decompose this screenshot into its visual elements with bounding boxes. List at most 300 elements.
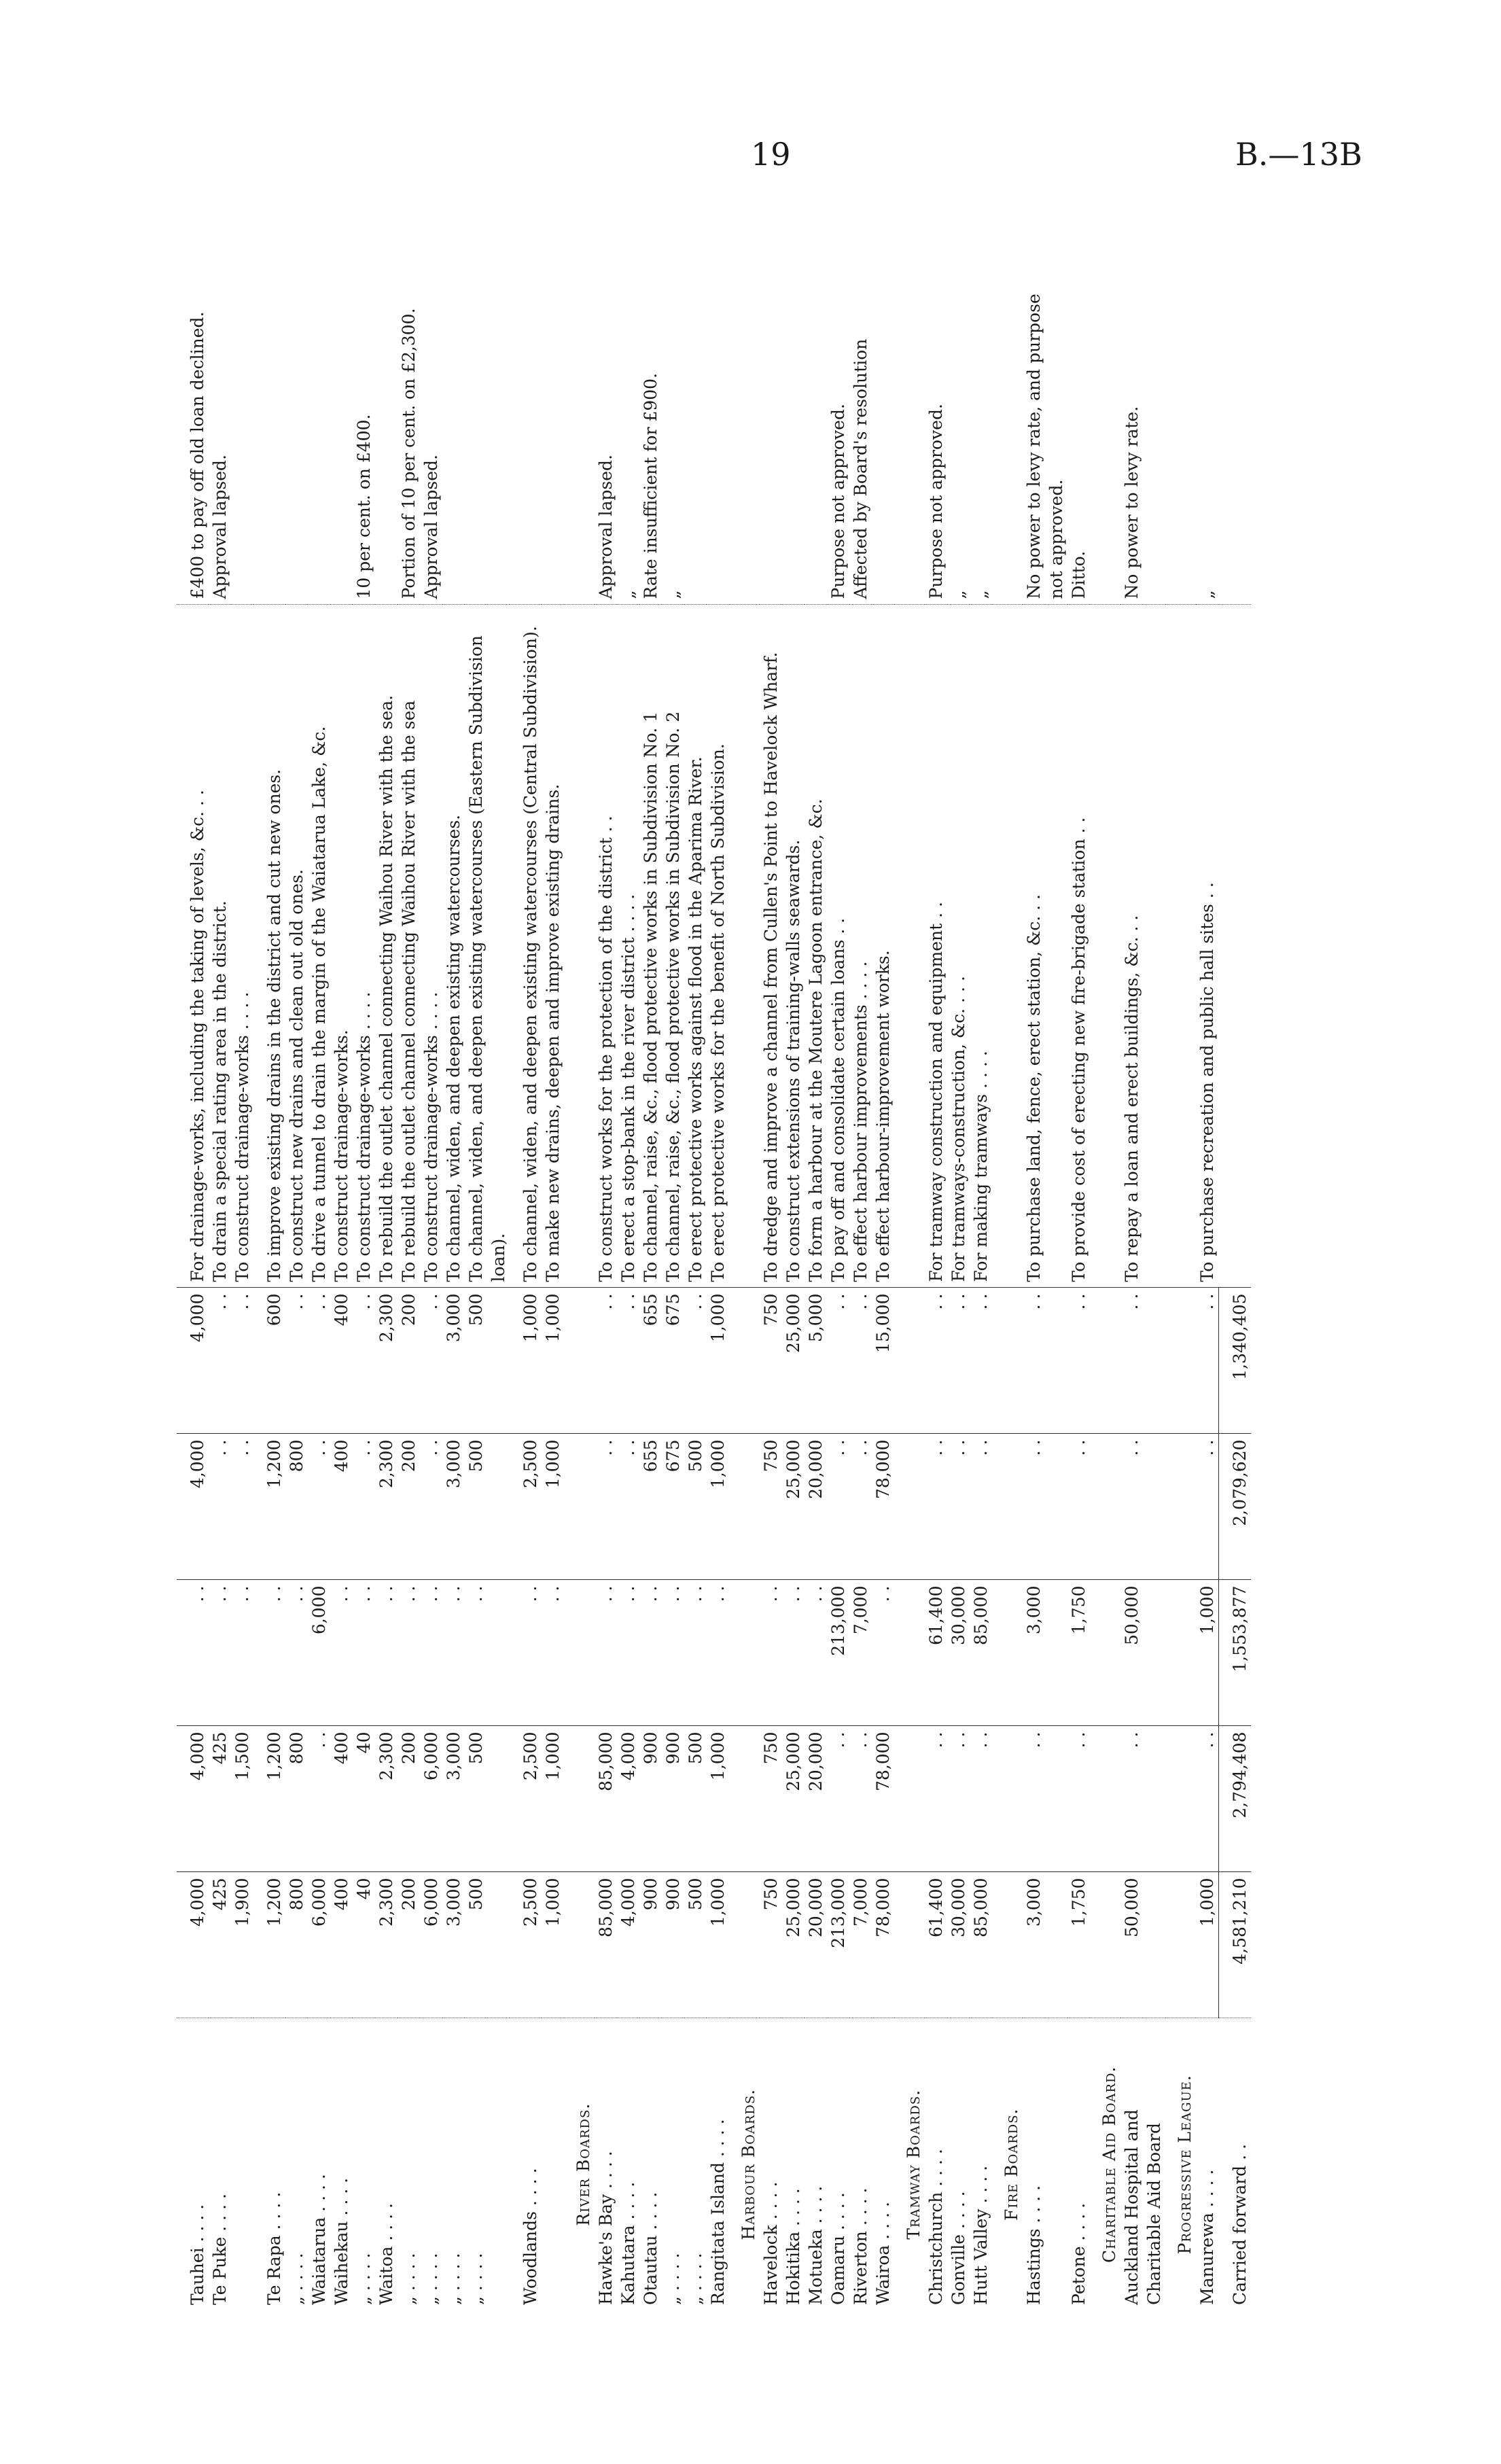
table-row: [253, 217, 285, 2310]
amount-col-1: 750: [760, 1872, 782, 2018]
amount-col-4: [1143, 1434, 1165, 1580]
amount-col-1: 4,581,210: [1219, 1872, 1252, 2018]
table-row: [1120, 217, 1143, 2310]
remarks: not approved.: [1046, 479, 1066, 599]
amount-col-2: 1,200: [253, 1726, 285, 1872]
table-row: [308, 217, 330, 2310]
local-body-name: Harbour Boards.: [729, 2018, 760, 2310]
amount-col-3: . .: [375, 1580, 398, 1726]
purpose: To form a harbour at the Moutere Lagoon entrance, &c.: [805, 605, 827, 1288]
amount-col-5: 1,000: [510, 1288, 542, 1434]
table-row: [872, 217, 894, 2310]
amount-col-3: [1045, 1580, 1067, 1726]
local-body-name: Hokitika . . . .: [782, 2018, 805, 2310]
amount-col-4: 500: [465, 1434, 487, 1580]
document-reference: B.—13B: [1235, 136, 1362, 173]
purpose: To drain a special rating area in the district.: [209, 605, 231, 1288]
amount-col-5: 1,000: [542, 1288, 564, 1434]
purpose: To construct drainage-works . . . .: [420, 605, 442, 1288]
amount-col-5: . .: [595, 1288, 617, 1434]
table-row: [662, 217, 684, 2310]
amount-col-2: . .: [1067, 1726, 1090, 1872]
table-row: [1067, 217, 1090, 2310]
amount-col-2: 1,500: [231, 1726, 253, 1872]
amount-col-5: . .: [925, 1288, 947, 1434]
local-body-name: Rangitata Island . . . .: [707, 2018, 729, 2310]
local-body-name: [487, 2018, 510, 2310]
amount-col-4: . .: [1120, 1434, 1143, 1580]
amount-col-2: . .: [925, 1726, 947, 1872]
table-row: [782, 217, 805, 2310]
amount-col-4: [1090, 1434, 1120, 1580]
section-heading-row: [729, 217, 760, 2310]
amount-col-5: . .: [1067, 1288, 1090, 1434]
purpose: To purchase recreation and public hall sites . .: [1196, 605, 1219, 1288]
amount-col-4: . .: [1023, 1434, 1045, 1580]
amount-col-5: . .: [1120, 1288, 1143, 1434]
amount-col-5: 400: [330, 1288, 353, 1434]
local-body-name: Waitoa . . . .: [375, 2018, 398, 2310]
amount-col-5: . .: [209, 1288, 231, 1434]
local-body-name: Auckland Hospital and: [1120, 2018, 1143, 2310]
remarks: 10 per cent. on £400.: [354, 414, 374, 599]
amount-col-4: 3,000: [442, 1434, 465, 1580]
amount-col-1: [564, 1872, 595, 2018]
amount-col-3: [1090, 1580, 1120, 1726]
amount-col-2: . .: [849, 1726, 872, 1872]
amount-col-2: [1165, 1726, 1196, 1872]
local-body-name: Hastings . . . .: [1023, 2018, 1045, 2310]
remarks: [564, 217, 595, 605]
local-body-name: „ . . . .: [353, 2018, 375, 2310]
amount-col-5: 25,000: [782, 1288, 805, 1434]
amount-col-5: . .: [308, 1288, 330, 1434]
amount-col-3: . .: [465, 1580, 487, 1726]
amount-col-4: 4,000: [177, 1434, 209, 1580]
amount-col-2: . .: [827, 1726, 849, 1872]
table-row: [398, 217, 420, 2310]
amount-col-5: . .: [617, 1288, 639, 1434]
amount-col-2: 25,000: [782, 1726, 805, 1872]
local-body-name: [1045, 2018, 1067, 2310]
amount-col-1: 900: [662, 1872, 684, 2018]
purpose: [992, 605, 1023, 1288]
amount-col-5: 3,000: [442, 1288, 465, 1434]
amount-col-4: 1,000: [707, 1434, 729, 1580]
table-row: [465, 217, 487, 2310]
section-heading-row: [564, 217, 595, 2310]
table-row: [707, 217, 729, 2310]
amount-col-4: . .: [308, 1434, 330, 1580]
purpose: To make new drains, deepen and improve existing drains.: [542, 605, 564, 1288]
amount-col-2: 500: [684, 1726, 707, 1872]
amount-col-4: . .: [970, 1434, 992, 1580]
amount-col-1: 1,200: [253, 1872, 285, 2018]
table-row: [639, 217, 662, 2310]
amount-col-1: 40: [353, 1872, 375, 2018]
amount-col-5: 675: [662, 1288, 684, 1434]
amount-col-1: 78,000: [872, 1872, 894, 2018]
purpose: To rebuild the outlet channel connecting Waihou River with the sea: [398, 605, 420, 1288]
table-row: [330, 217, 353, 2310]
amount-col-2: [894, 1726, 925, 1872]
amount-col-1: 213,000: [827, 1872, 849, 2018]
amount-col-4: 2,300: [375, 1434, 398, 1580]
loans-table: [177, 217, 1251, 2310]
local-body-name: Tramway Boards.: [894, 2018, 925, 2310]
amount-col-4: . .: [947, 1434, 970, 1580]
remarks: [1219, 217, 1252, 605]
amount-col-1: 6,000: [420, 1872, 442, 2018]
amount-col-1: [1165, 1872, 1196, 2018]
purpose: To construct new drains and clean out old ones.: [285, 605, 308, 1288]
amount-col-2: 3,000: [442, 1726, 465, 1872]
amount-col-5: [564, 1288, 595, 1434]
remarks: [285, 217, 308, 605]
local-body-name: „ . . . .: [442, 2018, 465, 2310]
purpose: To effect harbour improvements . . . .: [849, 605, 872, 1288]
remarks: „: [971, 590, 991, 599]
amount-col-1: 7,000: [849, 1872, 872, 2018]
amount-col-2: 2,794,408: [1219, 1726, 1252, 1872]
amount-col-3: 85,000: [970, 1580, 992, 1726]
amount-col-1: 25,000: [782, 1872, 805, 2018]
amount-col-1: 50,000: [1120, 1872, 1143, 2018]
amount-col-2: 500: [465, 1726, 487, 1872]
amount-col-2: [1090, 1726, 1120, 1872]
amount-col-4: 2,500: [510, 1434, 542, 1580]
table-row: [420, 217, 442, 2310]
amount-col-1: 400: [330, 1872, 353, 2018]
local-body-name: Te Puke . . . .: [209, 2018, 231, 2310]
purpose: To erect protective works against flood in the Aparima River.: [684, 605, 707, 1288]
local-body-name: „ . . . .: [398, 2018, 420, 2310]
remarks: £400 to pay off old loan declined.: [188, 311, 207, 599]
amount-col-2: 800: [285, 1726, 308, 1872]
amount-col-2: 900: [662, 1726, 684, 1872]
amount-col-5: 655: [639, 1288, 662, 1434]
table-row: [209, 217, 231, 2310]
amount-col-1: 1,000: [1196, 1872, 1219, 2018]
remarks: [308, 217, 330, 605]
loans-table-rotated: [177, 217, 1345, 2310]
purpose: To construct extensions of training-walls seawards.: [782, 605, 805, 1288]
remarks: [707, 217, 729, 605]
remarks: [465, 217, 487, 605]
remarks: Rate insufficient for £900.: [641, 372, 660, 599]
amount-col-3: . .: [420, 1580, 442, 1726]
amount-col-1: 425: [209, 1872, 231, 2018]
table-row: [684, 217, 707, 2310]
local-body-name: Kahutara . . . .: [617, 2018, 639, 2310]
amount-col-4: . .: [1196, 1434, 1219, 1580]
purpose: For tramways-construction, &c. . . .: [947, 605, 970, 1288]
purpose: To channel, widen, and deepen existing watercourses (Eastern Subdivision: [465, 605, 487, 1288]
table-row: [595, 217, 617, 2310]
amount-col-3: . .: [542, 1580, 564, 1726]
table-row: [827, 217, 849, 2310]
amount-col-5: 600: [253, 1288, 285, 1434]
amount-col-5: 5,000: [805, 1288, 827, 1434]
amount-col-2: [1143, 1726, 1165, 1872]
purpose: [729, 605, 760, 1288]
amount-col-5: 2,300: [375, 1288, 398, 1434]
amount-col-4: [992, 1434, 1023, 1580]
purpose: [1090, 605, 1120, 1288]
amount-col-4: . .: [1067, 1434, 1090, 1580]
purpose: For drainage-works, including the taking of levels, &c. . .: [177, 605, 209, 1288]
amount-col-2: 1,000: [542, 1726, 564, 1872]
amount-col-3: 30,000: [947, 1580, 970, 1726]
amount-col-2: [992, 1726, 1023, 1872]
local-body-name: [231, 2018, 253, 2310]
table-row: [1196, 217, 1219, 2310]
local-body-name: Carried forward . .: [1219, 2018, 1252, 2310]
amount-col-2: 4,000: [617, 1726, 639, 1872]
amount-col-4: . .: [353, 1434, 375, 1580]
amount-col-3: [992, 1580, 1023, 1726]
local-body-name: Riverton . . . .: [849, 2018, 872, 2310]
amount-col-4: 200: [398, 1434, 420, 1580]
amount-col-1: 1,750: [1067, 1872, 1090, 2018]
amount-col-5: 750: [760, 1288, 782, 1434]
amount-col-4: [1165, 1434, 1196, 1580]
amount-col-2: 85,000: [595, 1726, 617, 1872]
section-heading-row: [1165, 217, 1196, 2310]
remarks: Approval lapsed.: [596, 454, 616, 599]
purpose: For tramway construction and equipment . .: [925, 605, 947, 1288]
amount-col-2: . .: [947, 1726, 970, 1872]
amount-col-3: . .: [662, 1580, 684, 1726]
amount-col-5: [894, 1288, 925, 1434]
amount-col-4: 1,200: [253, 1434, 285, 1580]
amount-col-2: 750: [760, 1726, 782, 1872]
remarks: Approval lapsed.: [210, 454, 230, 599]
amount-col-1: [992, 1872, 1023, 2018]
amount-col-1: 4,000: [177, 1872, 209, 2018]
purpose: To channel, widen, and deepen existing watercourses.: [442, 605, 465, 1288]
amount-col-3: 1,553,877: [1219, 1580, 1252, 1726]
amount-col-2: . .: [1120, 1726, 1143, 1872]
amount-col-1: 30,000: [947, 1872, 970, 2018]
amount-col-2: . .: [308, 1726, 330, 1872]
remarks: „: [663, 590, 683, 599]
amount-col-3: 6,000: [308, 1580, 330, 1726]
amount-col-5: . .: [353, 1288, 375, 1434]
remarks: [894, 217, 925, 605]
purpose: To channel, raise, &c., flood protective works in Subdivision No. 1: [639, 605, 662, 1288]
amount-col-2: 400: [330, 1726, 353, 1872]
remarks: [1165, 217, 1196, 605]
amount-col-1: 2,500: [510, 1872, 542, 2018]
amount-col-2: 40: [353, 1726, 375, 1872]
amount-col-1: 6,000: [308, 1872, 330, 2018]
amount-col-1: 1,000: [542, 1872, 564, 2018]
remarks: [542, 217, 564, 605]
amount-col-3: . .: [353, 1580, 375, 1726]
amount-col-2: 4,000: [177, 1726, 209, 1872]
remarks: [1090, 217, 1120, 605]
amount-col-5: [1090, 1288, 1120, 1434]
amount-col-5: 500: [465, 1288, 487, 1434]
amount-col-5: 15,000: [872, 1288, 894, 1434]
local-body-name: Hawke's Bay . . . .: [595, 2018, 617, 2310]
amount-col-3: . .: [177, 1580, 209, 1726]
amount-col-3: . .: [639, 1580, 662, 1726]
amount-col-2: 78,000: [872, 1726, 894, 1872]
table-row: [177, 217, 209, 2310]
amount-col-3: 213,000: [827, 1580, 849, 1726]
amount-col-5: [729, 1288, 760, 1434]
remarks: [872, 217, 894, 605]
amount-col-4: . .: [617, 1434, 639, 1580]
amount-col-4: [729, 1434, 760, 1580]
remarks: [684, 217, 707, 605]
amount-col-1: [1045, 1872, 1067, 2018]
table-row: [510, 217, 542, 2310]
table-row: [760, 217, 782, 2310]
local-body-name: Otautau . . . .: [639, 2018, 662, 2310]
amount-col-3: . .: [782, 1580, 805, 1726]
section-heading-row: [992, 217, 1023, 2310]
local-body-name: River Boards.: [564, 2018, 595, 2310]
local-body-name: Waihekau . . . .: [330, 2018, 353, 2310]
amount-col-4: 500: [684, 1434, 707, 1580]
amount-col-3: 1,750: [1067, 1580, 1090, 1726]
amount-col-1: 500: [465, 1872, 487, 2018]
table-row: [805, 217, 827, 2310]
amount-col-1: 1,000: [707, 1872, 729, 2018]
remarks: „: [949, 590, 968, 599]
remarks: „: [1197, 590, 1217, 599]
local-body-name: „ . . . .: [465, 2018, 487, 2310]
amount-col-1: 800: [285, 1872, 308, 2018]
amount-col-2: . .: [970, 1726, 992, 1872]
amount-col-3: [564, 1580, 595, 1726]
local-body-name: Progressive League.: [1165, 2018, 1196, 2310]
amount-col-4: 800: [285, 1434, 308, 1580]
amount-col-4: [894, 1434, 925, 1580]
page-number: 19: [751, 136, 791, 173]
table-row: [442, 217, 465, 2310]
amount-col-3: 7,000: [849, 1580, 872, 1726]
amount-col-4: 1,000: [542, 1434, 564, 1580]
table-row: [375, 217, 398, 2310]
remarks: [253, 217, 285, 605]
amount-col-5: . .: [231, 1288, 253, 1434]
amount-col-3: [1165, 1580, 1196, 1726]
purpose: To construct drainage-works.: [330, 605, 353, 1288]
remarks: No power to levy rate.: [1122, 406, 1142, 599]
amount-col-3: [487, 1580, 510, 1726]
amount-col-5: . .: [420, 1288, 442, 1434]
purpose: To repay a loan and erect buildings, &c. . .: [1120, 605, 1143, 1288]
amount-col-4: 2,079,620: [1219, 1434, 1252, 1580]
remarks: [487, 217, 510, 605]
purpose: For making tramways . . . .: [970, 605, 992, 1288]
amount-col-2: . .: [1196, 1726, 1219, 1872]
amount-col-1: 1,900: [231, 1872, 253, 2018]
amount-col-5: [1143, 1288, 1165, 1434]
section-heading-row: [1090, 217, 1120, 2310]
amount-col-5: 4,000: [177, 1288, 209, 1434]
amount-col-3: . .: [595, 1580, 617, 1726]
amount-col-5: 200: [398, 1288, 420, 1434]
amount-col-5: [1165, 1288, 1196, 1434]
amount-col-2: 425: [209, 1726, 231, 1872]
table-row: [970, 217, 992, 2310]
local-body-name: Charitable Aid Board: [1143, 2018, 1165, 2310]
purpose: [1165, 605, 1196, 1288]
local-body-name: „ . . . .: [285, 2018, 308, 2310]
purpose: To rebuild the outlet channel connecting Waihou River with the sea.: [375, 605, 398, 1288]
local-body-name: Manurewa . . . .: [1196, 2018, 1219, 2310]
purpose: [1143, 605, 1165, 1288]
local-body-name: Woodlands . . . .: [510, 2018, 542, 2310]
amount-col-1: 900: [639, 1872, 662, 2018]
amount-col-2: 2,300: [375, 1726, 398, 1872]
remarks: [375, 217, 398, 605]
purpose: To purchase land, fence, erect station, &c. . .: [1023, 605, 1045, 1288]
table-row: [1143, 217, 1165, 2310]
amount-col-4: [1045, 1434, 1067, 1580]
amount-col-2: 200: [398, 1726, 420, 1872]
table-row: [542, 217, 564, 2310]
amount-col-4: . .: [849, 1434, 872, 1580]
amount-col-5: 1,000: [707, 1288, 729, 1434]
amount-col-4: . .: [827, 1434, 849, 1580]
purpose: To dredge and improve a channel from Cullen's Point to Havelock Wharf.: [760, 605, 782, 1288]
remarks: [442, 217, 465, 605]
remarks: Portion of 10 per cent. on £2,300.: [399, 308, 419, 599]
table-row: [231, 217, 253, 2310]
amount-col-4: 78,000: [872, 1434, 894, 1580]
purpose: To channel, raise, &c., flood protective works in Subdivision No. 2: [662, 605, 684, 1288]
amount-col-3: 1,000: [1196, 1580, 1219, 1726]
purpose: To improve existing drains in the district and cut new ones.: [253, 605, 285, 1288]
amount-col-3: . .: [872, 1580, 894, 1726]
purpose: To effect harbour-improvement works.: [872, 605, 894, 1288]
amount-col-2: [729, 1726, 760, 1872]
table-row: [487, 217, 510, 2310]
amount-col-3: . .: [617, 1580, 639, 1726]
amount-col-2: [1045, 1726, 1067, 1872]
amount-col-4: 25,000: [782, 1434, 805, 1580]
amount-col-2: [487, 1726, 510, 1872]
amount-col-1: 500: [684, 1872, 707, 2018]
amount-col-3: [729, 1580, 760, 1726]
remarks: [1143, 217, 1165, 605]
purpose: To drive a tunnel to drain the margin of the Waiatarua Lake, &c.: [308, 605, 330, 1288]
remarks: [805, 217, 827, 605]
table-row: [1045, 217, 1067, 2310]
amount-col-4: . .: [595, 1434, 617, 1580]
amount-col-5: . .: [947, 1288, 970, 1434]
amount-col-1: 3,000: [442, 1872, 465, 2018]
amount-col-3: [894, 1580, 925, 1726]
purpose: [894, 605, 925, 1288]
purpose: [1045, 605, 1067, 1288]
amount-col-4: 655: [639, 1434, 662, 1580]
amount-col-5: 1,340,405: [1219, 1288, 1252, 1434]
amount-col-5: [1045, 1288, 1067, 1434]
amount-col-1: 200: [398, 1872, 420, 2018]
purpose: To erect protective works for the benefit of North Subdivision.: [707, 605, 729, 1288]
table-row: [925, 217, 947, 2310]
total-row: [1219, 217, 1252, 2310]
amount-col-5: . .: [970, 1288, 992, 1434]
purpose: To channel, widen, and deepen existing watercourses (Central Subdivision).: [510, 605, 542, 1288]
